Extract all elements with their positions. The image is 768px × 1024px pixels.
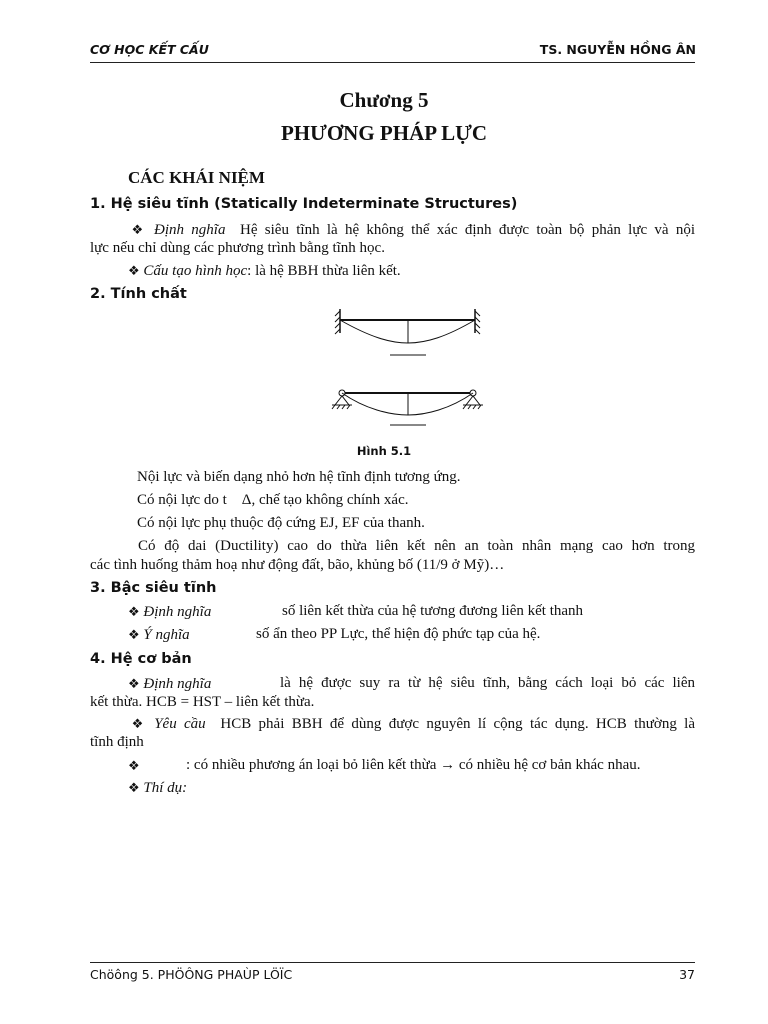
running-header-left: CƠ HỌC KẾT CẤU: [90, 42, 209, 57]
bullet-icon: ❖: [128, 758, 140, 773]
s2-line-1: Nội lực và biến dạng nhỏ hơn hệ tĩnh định tương ứng.: [137, 469, 461, 485]
s1-def-label: Định nghĩa: [154, 222, 226, 238]
chapter-title: PHƯƠNG PHÁP LỰC: [280, 121, 488, 145]
s2-ductility-1: [90, 536, 695, 557]
s3-def-text: số liên kết thừa của hệ tương đương liên kết thanh: [282, 603, 584, 619]
figure-caption: Hình 5.1: [356, 444, 412, 458]
section-3-heading: 3. Bậc siêu tĩnh: [90, 580, 217, 596]
s3-def-label: Định nghĩa: [143, 604, 212, 620]
chapter-number: Chương 5: [339, 88, 429, 112]
bullet-icon: ❖: [128, 716, 147, 731]
s3-mean-text: số ẩn theo PP Lực, thể hiện độ phức tạp của hệ.: [256, 626, 541, 642]
fixed-fixed-beam: [335, 309, 480, 355]
section-1-heading: 1. Hệ siêu tĩnh (Statically Indeterminate Structures): [90, 196, 518, 212]
s4-example-label: Thí dụ:: [143, 780, 188, 796]
s4-req-label: Yêu cầu: [154, 716, 206, 732]
bullet-icon: ❖: [128, 222, 147, 237]
s4-req-text-2: tĩnh định: [90, 734, 144, 750]
section-subtitle: CÁC KHÁI NIỆM: [128, 168, 265, 187]
s4-def-label: Định nghĩa: [143, 676, 212, 692]
bullet-icon: ❖: [128, 604, 140, 619]
s1-def-text-1: Hệ siêu tĩnh là hệ không thể xác định được toàn bộ phản lực và nội: [240, 222, 695, 238]
bullet-icon: ❖: [128, 780, 140, 795]
s1-def-text-2: lực nếu chỉ dùng các phương trình bằng tĩnh học.: [90, 240, 385, 256]
s2-ductility-2: các tình huống thảm hoạ như động đất, bão, khủng bố (11/9 ở Mỹ)…: [90, 557, 505, 573]
figure-5-1: [330, 305, 490, 435]
s4-note-bullet: [128, 755, 140, 777]
running-header-right: TS. NGUYỄN HỒNG ÂN: [539, 42, 696, 57]
s3-definition-line: [128, 601, 211, 623]
s1-geo-text: : là hệ BBH thừa liên kết.: [247, 263, 401, 279]
s4-def-text-1: là hệ được suy ra từ hệ siêu tĩnh, bằng cách loại bỏ các liên: [280, 675, 695, 691]
s4-note-text: : có nhiều phương án loại bỏ liên kết thừa → có nhiều hệ cơ bản khác nhau.: [186, 757, 641, 773]
section-4-heading: 4. Hệ cơ bản: [90, 651, 192, 667]
s2-line-2: Có nội lực do t Δ, chế tạo không chính xác.: [137, 492, 409, 508]
page-number: 37: [679, 967, 695, 982]
bullet-icon: ❖: [128, 627, 140, 642]
footer-rule: [90, 962, 695, 963]
s4-example-line: [128, 777, 187, 799]
bullet-icon: ❖: [128, 676, 140, 691]
s1-geometry-line: [128, 260, 401, 282]
s3-meaning-line: [128, 624, 190, 646]
s3-mean-label: Ý nghĩa: [143, 627, 190, 643]
s4-def-text-2: kết thừa. HCB = HST – liên kết thừa.: [90, 694, 315, 710]
pinned-pinned-beam: [332, 390, 483, 425]
s4-requirement-line: [90, 713, 695, 735]
footer-left: Chöông 5. PHÖÔNG PHAÙP LÖÏC: [90, 967, 293, 982]
bullet-icon: ❖: [128, 263, 140, 278]
s1-geo-label: Cấu tạo hình học: [143, 263, 248, 279]
s4-req-text-1: HCB phải BBH để dùng được nguyên lí cộng tác dụng. HCB thường là: [220, 716, 695, 732]
section-2-heading: 2. Tính chất: [90, 286, 187, 302]
s2-line-3: Có nội lực phụ thuộc độ cứng EJ, EF của thanh.: [137, 515, 425, 531]
header-rule: [90, 62, 695, 63]
s2-ductility-text-1: Có độ dai (Ductility) cao do thừa liên kết nên an toàn nhân mạng cao hơn trong: [138, 538, 695, 554]
